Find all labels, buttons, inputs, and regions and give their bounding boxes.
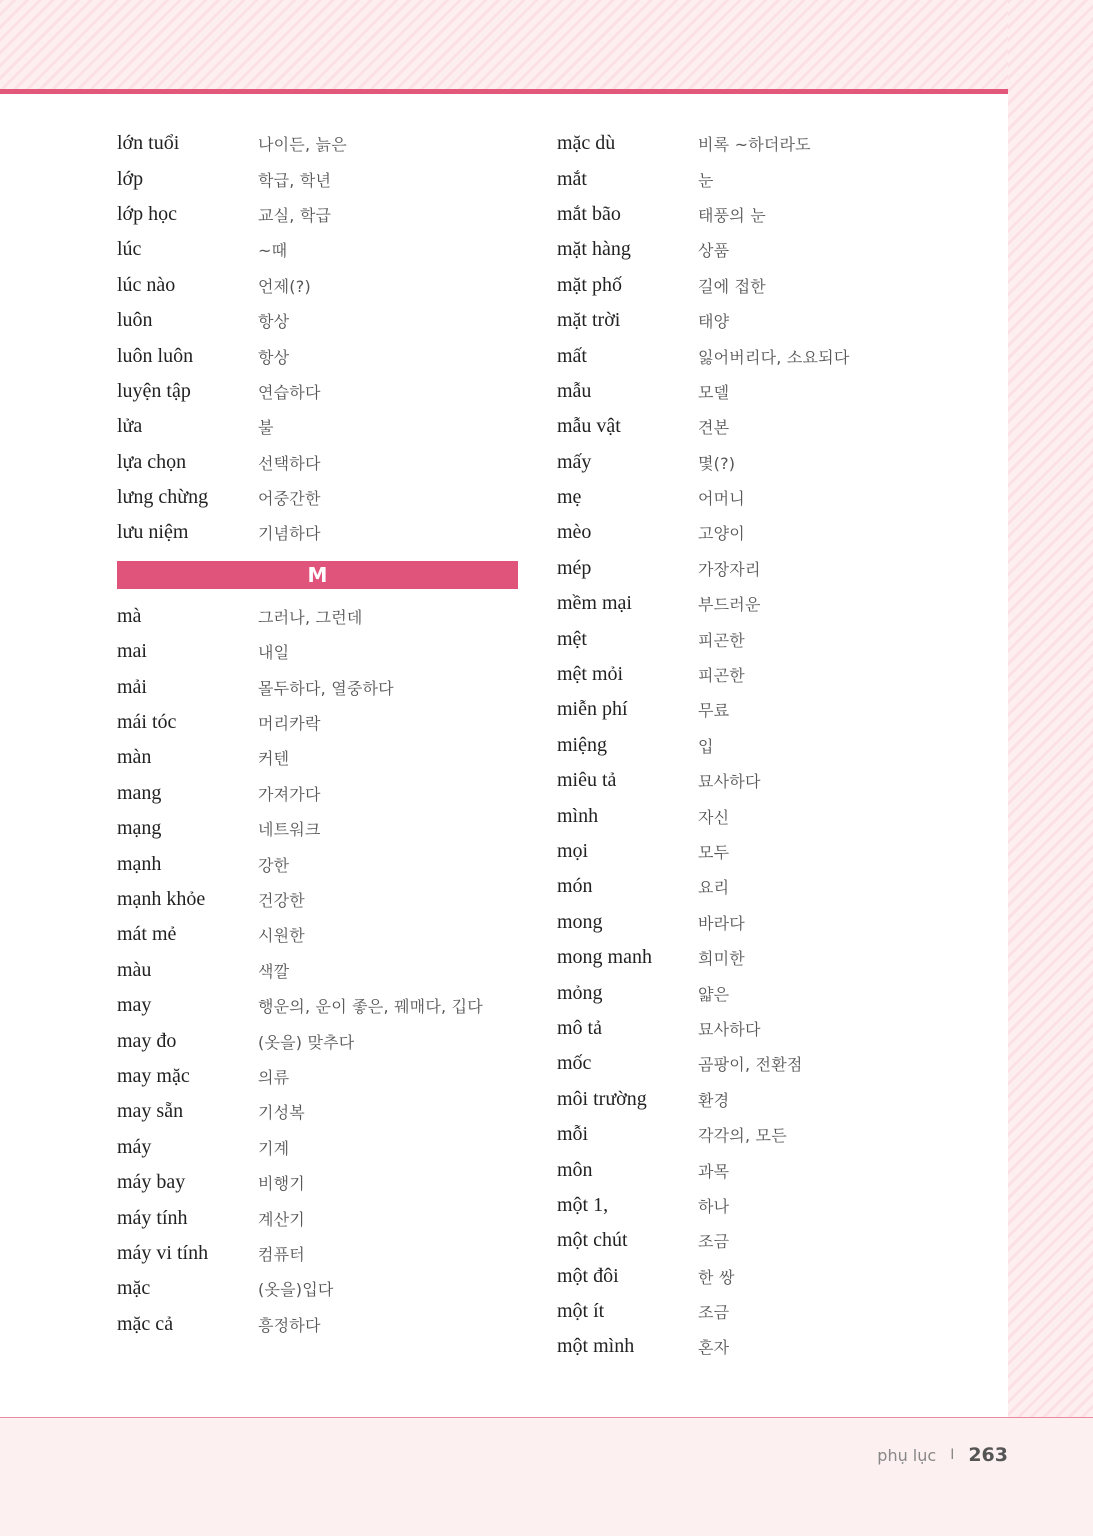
glossary-entry [117, 1165, 517, 1200]
glossary-entry [117, 882, 517, 917]
korean-meaning: 가져가다 [258, 784, 321, 804]
section-header-m: M [117, 561, 518, 589]
vietnamese-term: môn [557, 1158, 593, 1181]
glossary-entry [557, 268, 957, 303]
glossary-entry [557, 798, 957, 833]
vietnamese-term: màn [117, 746, 152, 769]
vietnamese-term: lớp học [117, 202, 178, 225]
korean-meaning: (옷을) 맞추다 [258, 1032, 355, 1052]
korean-meaning: 가장자리 [698, 559, 761, 579]
glossary-entry [557, 197, 957, 232]
korean-meaning: 입 [698, 736, 714, 756]
glossary-entry [117, 480, 517, 515]
vietnamese-term: mẹ [557, 486, 582, 509]
vietnamese-term: may đo [117, 1029, 177, 1052]
glossary-entry [117, 1130, 517, 1165]
korean-meaning: 한 쌍 [698, 1267, 735, 1287]
glossary-entry [557, 621, 957, 656]
vietnamese-term: máy tính [117, 1206, 188, 1229]
vietnamese-term: may [117, 994, 152, 1017]
glossary-entry [557, 1223, 957, 1258]
glossary-entry [117, 669, 517, 704]
vietnamese-term: lúc nào [117, 273, 176, 296]
vietnamese-term: mệt mỏi [557, 663, 624, 686]
left-glossary-column [117, 126, 517, 1342]
korean-meaning: 강한 [258, 855, 290, 875]
korean-meaning: 연습하다 [258, 382, 321, 402]
glossary-entry [557, 374, 957, 409]
korean-meaning: 기계 [258, 1138, 290, 1158]
korean-meaning: 계산기 [258, 1209, 305, 1229]
vietnamese-term: máy vi tính [117, 1241, 209, 1264]
korean-meaning: 혼자 [698, 1338, 730, 1358]
korean-meaning: 눈 [698, 170, 714, 190]
glossary-entry [557, 303, 957, 338]
korean-meaning: 견본 [698, 418, 730, 438]
korean-meaning: 조금 [698, 1303, 730, 1323]
vietnamese-term: lưng chừng [117, 486, 209, 509]
korean-meaning: 태풍의 눈 [698, 205, 766, 225]
glossary-entry [117, 303, 517, 338]
vietnamese-term: lớp [117, 167, 144, 190]
glossary-entry [557, 657, 957, 692]
korean-meaning: 선택하다 [258, 453, 321, 473]
glossary-entry [557, 692, 957, 727]
glossary-entry [117, 811, 517, 846]
vietnamese-term: máy bay [117, 1171, 186, 1194]
korean-meaning: 항상 [258, 312, 290, 332]
vietnamese-term: miễn phí [557, 698, 628, 721]
korean-meaning: 자신 [698, 807, 730, 827]
glossary-entry [557, 1082, 957, 1117]
left-entries-m [117, 599, 517, 1342]
korean-meaning: 요리 [698, 878, 730, 898]
korean-meaning: 기념하다 [258, 524, 321, 544]
glossary-entry [117, 599, 517, 634]
korean-meaning: 과목 [698, 1161, 730, 1181]
glossary-entry [117, 846, 517, 881]
vietnamese-term: một mình [557, 1335, 635, 1358]
korean-meaning: 컴퓨터 [258, 1244, 305, 1264]
glossary-entry [117, 197, 517, 232]
glossary-entry [117, 232, 517, 267]
left-entries-l [117, 126, 517, 551]
vietnamese-term: mong [557, 910, 603, 933]
glossary-entry [117, 515, 517, 550]
glossary-entry [117, 161, 517, 196]
glossary-entry [117, 740, 517, 775]
korean-meaning: (옷을)입다 [258, 1280, 334, 1300]
korean-meaning: 묘사하다 [698, 772, 761, 792]
korean-meaning: 교실, 학급 [258, 205, 332, 225]
glossary-entry [557, 1117, 957, 1152]
glossary-entry [117, 988, 517, 1023]
vietnamese-term: một 1, [557, 1193, 609, 1216]
korean-meaning: 색깔 [258, 961, 290, 981]
glossary-entry [557, 480, 957, 515]
korean-meaning: 바라다 [698, 913, 745, 933]
vietnamese-term: lưu niệm [117, 521, 189, 544]
korean-meaning: 태양 [698, 312, 730, 332]
korean-meaning: 기성복 [258, 1103, 305, 1123]
korean-meaning: 모델 [698, 382, 730, 402]
korean-meaning: 모두 [698, 843, 730, 862]
vietnamese-term: môi trường [557, 1087, 647, 1110]
korean-meaning: ~때 [258, 241, 288, 261]
korean-meaning: 희미한 [698, 949, 745, 969]
vietnamese-term: mốc [557, 1052, 592, 1075]
glossary-entry [117, 268, 517, 303]
glossary-entry [117, 776, 517, 811]
korean-meaning: 피곤한 [698, 630, 745, 650]
vietnamese-term: miệng [557, 733, 607, 756]
page-footer [877, 1444, 1008, 1466]
vietnamese-term: mang [117, 781, 162, 804]
vietnamese-term: mặc [117, 1277, 151, 1300]
vietnamese-term: mạnh [117, 852, 162, 875]
vietnamese-term: mất [557, 344, 587, 367]
glossary-entry [117, 126, 517, 161]
vietnamese-term: may mặc [117, 1064, 190, 1087]
right-entries-m [557, 126, 957, 1365]
korean-meaning: 상품 [698, 241, 730, 261]
korean-meaning: 흥정하다 [258, 1315, 321, 1335]
korean-meaning: 곰팡이, 전환점 [698, 1055, 803, 1075]
vietnamese-term: mắt [557, 167, 587, 190]
glossary-entry [557, 338, 957, 373]
vietnamese-term: mặt trời [557, 309, 621, 332]
korean-meaning: 잃어버리다, 소요되다 [698, 347, 850, 367]
vietnamese-term: mềm mại [557, 592, 632, 615]
korean-meaning: 몇(?) [698, 453, 736, 473]
korean-meaning: 고양이 [698, 524, 745, 544]
glossary-entry [557, 445, 957, 480]
glossary-entry [557, 763, 957, 798]
vietnamese-term: một ít [557, 1300, 605, 1323]
vietnamese-term: mong manh [557, 946, 652, 969]
vietnamese-term: lựa chọn [117, 450, 187, 473]
korean-meaning: 내일 [258, 643, 290, 663]
glossary-entry [117, 445, 517, 480]
glossary-entry [117, 1059, 517, 1094]
korean-meaning: 묘사하다 [698, 1019, 761, 1039]
glossary-entry [557, 1188, 957, 1223]
vietnamese-term: mạng [117, 817, 162, 840]
vietnamese-term: luôn luôn [117, 344, 194, 367]
korean-meaning: 피곤한 [698, 666, 745, 686]
right-glossary-column [557, 126, 957, 1365]
korean-meaning: 비록 ~하더라도 [698, 135, 811, 155]
glossary-entry [117, 634, 517, 669]
glossary-entry [557, 905, 957, 940]
glossary-entry [117, 409, 517, 444]
glossary-entry [557, 232, 957, 267]
vietnamese-term: mặt hàng [557, 238, 631, 261]
korean-meaning: 하나 [698, 1196, 730, 1216]
glossary-entry [557, 515, 957, 550]
korean-meaning: 행운의, 운이 좋은, 꿰매다, 깁다 [258, 997, 483, 1017]
vietnamese-term: mặc dù [557, 132, 616, 155]
korean-meaning: 각각의, 모든 [698, 1126, 787, 1146]
korean-meaning: 어중간한 [258, 489, 321, 509]
vietnamese-term: mái tóc [117, 711, 177, 734]
korean-meaning: 네트워크 [258, 820, 321, 840]
glossary-entry [557, 409, 957, 444]
page-number: 263 [968, 1444, 1008, 1466]
glossary-entry [557, 869, 957, 904]
vietnamese-term: mải [117, 675, 147, 698]
vietnamese-term: mô tả [557, 1016, 602, 1039]
glossary-entry [117, 1094, 517, 1129]
vietnamese-term: mọi [557, 840, 589, 862]
korean-meaning: 건강한 [258, 891, 305, 910]
korean-meaning: 비행기 [258, 1174, 305, 1194]
footer-separator: I [950, 1447, 955, 1463]
vietnamese-term: mặc cả [117, 1312, 174, 1335]
vietnamese-term: mình [557, 804, 599, 827]
vietnamese-term: màu [117, 958, 152, 981]
top-decorative-stripe [0, 0, 1093, 89]
bottom-rule [0, 1417, 1093, 1418]
right-decorative-stripe [1008, 0, 1093, 1418]
vietnamese-term: mẫu vật [557, 415, 621, 438]
glossary-entry [557, 1046, 957, 1081]
vietnamese-term: mạnh khỏe [117, 888, 206, 910]
korean-meaning: 불 [258, 418, 274, 438]
korean-meaning: 나이든, 늙은 [258, 135, 347, 155]
vietnamese-term: miêu tả [557, 769, 617, 792]
vietnamese-term: máy [117, 1135, 152, 1158]
glossary-entry [557, 161, 957, 196]
glossary-entry [557, 126, 957, 161]
korean-meaning: 무료 [698, 701, 730, 721]
glossary-entry [117, 374, 517, 409]
vietnamese-term: mệt [557, 627, 587, 650]
korean-meaning: 길에 접한 [698, 276, 766, 296]
glossary-entry [117, 917, 517, 952]
korean-meaning: 얇은 [698, 984, 730, 1004]
vietnamese-term: một đôi [557, 1264, 619, 1287]
glossary-entry [557, 1294, 957, 1329]
vietnamese-term: mèo [557, 521, 592, 544]
vietnamese-term: mát mẻ [117, 923, 177, 946]
korean-meaning: 학급, 학년 [258, 170, 332, 190]
glossary-entry [117, 953, 517, 988]
korean-meaning: 의류 [258, 1067, 290, 1087]
vietnamese-term: mắt bão [557, 202, 621, 225]
korean-meaning: 언제(?) [258, 276, 311, 296]
vietnamese-term: mỗi [557, 1123, 589, 1146]
glossary-entry [117, 1236, 517, 1271]
vietnamese-term: luôn [117, 309, 153, 332]
vietnamese-term: mặt phố [557, 273, 622, 296]
glossary-entry [557, 975, 957, 1010]
korean-meaning: 환경 [698, 1090, 730, 1110]
korean-meaning: 항상 [258, 347, 290, 367]
korean-meaning: 커텐 [258, 749, 290, 769]
korean-meaning: 그러나, 그런데 [258, 607, 363, 627]
vietnamese-term: món [557, 875, 593, 898]
glossary-entry [557, 1259, 957, 1294]
vietnamese-term: mai [117, 640, 147, 663]
korean-meaning: 조금 [698, 1232, 730, 1252]
footer-section-label: phụ lục [877, 1445, 937, 1465]
glossary-entry [557, 728, 957, 763]
glossary-entry [117, 338, 517, 373]
korean-meaning: 몰두하다, 열중하다 [258, 678, 394, 698]
vietnamese-term: mẫu [557, 379, 592, 402]
korean-meaning: 머리카락 [258, 714, 321, 734]
glossary-entry [117, 705, 517, 740]
glossary-entry [557, 1152, 957, 1187]
vietnamese-term: mà [117, 604, 142, 627]
glossary-entry [557, 940, 957, 975]
vietnamese-term: mép [557, 556, 592, 579]
glossary-entry [117, 1023, 517, 1058]
glossary-entry [557, 1329, 957, 1364]
vietnamese-term: mấy [557, 450, 592, 473]
glossary-entry [557, 586, 957, 621]
glossary-entry [557, 551, 957, 586]
korean-meaning: 어머니 [698, 489, 745, 509]
glossary-entry [117, 1271, 517, 1306]
vietnamese-term: mỏng [557, 981, 603, 1004]
glossary-entry [557, 1011, 957, 1046]
vietnamese-term: luyện tập [117, 379, 191, 402]
korean-meaning: 시원한 [258, 926, 305, 946]
glossary-entry [557, 834, 957, 869]
vietnamese-term: lớn tuổi [117, 132, 180, 155]
glossary-entry [117, 1307, 517, 1342]
vietnamese-term: một chút [557, 1229, 628, 1252]
glossary-entry [117, 1200, 517, 1235]
vietnamese-term: lúc [117, 238, 142, 261]
korean-meaning: 부드러운 [698, 595, 761, 615]
vietnamese-term: lửa [117, 415, 143, 438]
vietnamese-term: may sẵn [117, 1100, 184, 1123]
